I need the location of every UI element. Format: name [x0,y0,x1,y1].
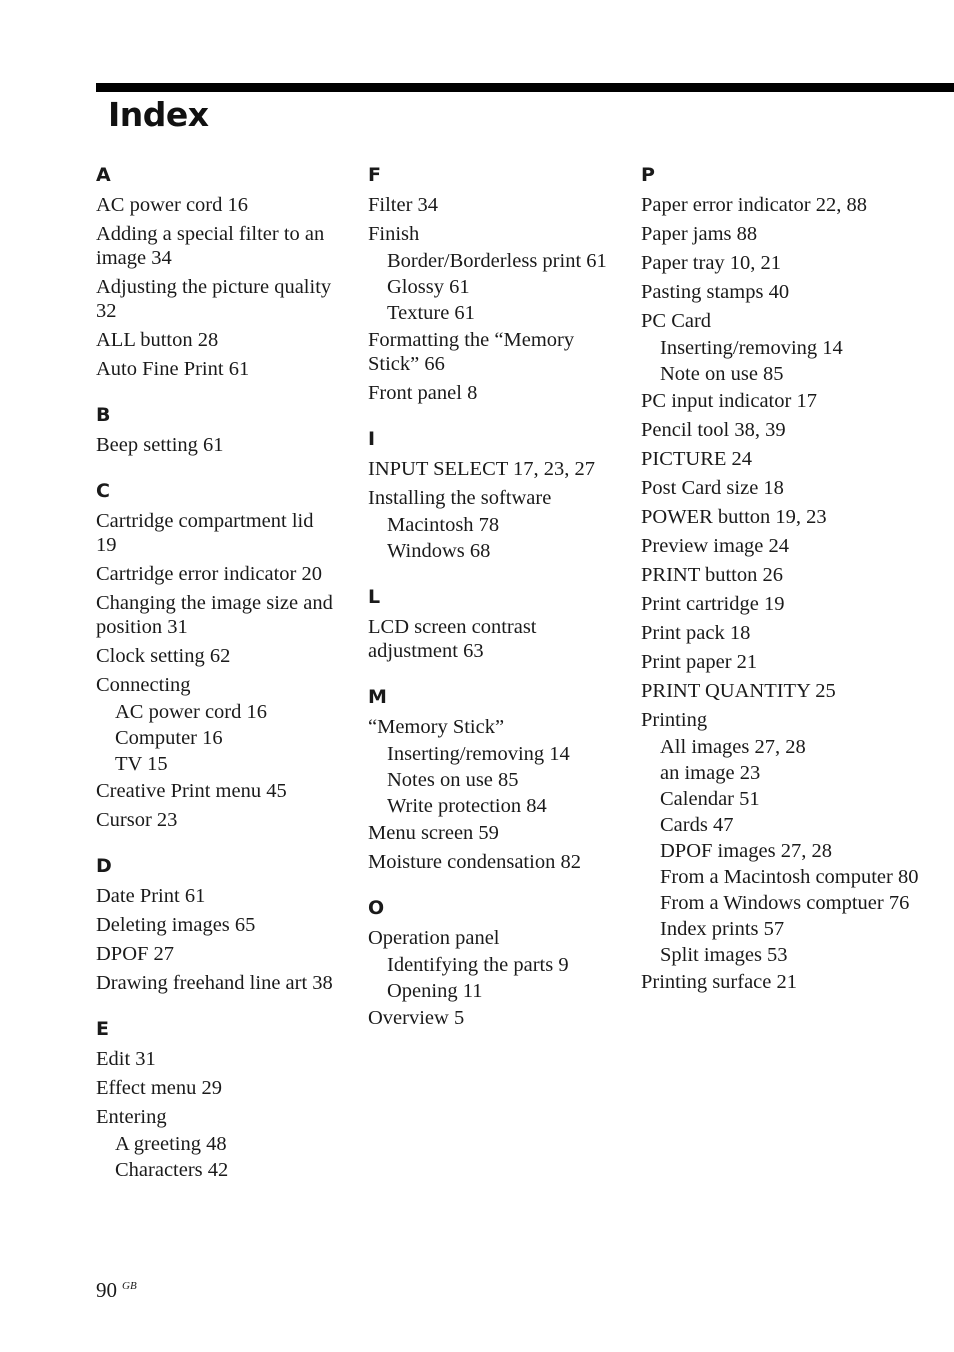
index-subentry: TV 15 [115,753,168,775]
index-entry: LCD screen contrast adjustment 63 [368,616,537,662]
section-letter: F [368,164,381,186]
index-column-1 [96,163,336,1204]
index-subentries [660,735,941,967]
index-subentry: A greeting 48 [115,1133,227,1155]
section-letter: A [96,164,111,186]
index-subentry: Write protection 84 [387,795,547,817]
index-entry: Installing the software [368,487,552,509]
index-entry: POWER button 19, 23 [641,506,827,528]
index-subentries [387,249,618,325]
index-entry: Print cartridge 19 [641,593,785,615]
index-entry: Filter 34 [368,194,439,216]
index-entry: Post Card size 18 [641,477,784,499]
index-subentry: Notes on use 85 [387,769,519,791]
index-entry: Auto Fine Print 61 [96,358,250,380]
index-entry: Pencil tool 38, 39 [641,419,786,441]
index-subentries [660,336,941,386]
index-entry: Entering [96,1106,167,1128]
index-subentry: DPOF images 27, 28 [660,840,832,862]
section-letter: B [96,404,111,426]
section-letter: M [368,686,387,708]
index-entry: DPOF 27 [96,943,175,965]
index-entry: AC power cord 16 [96,194,249,216]
index-column-3 [641,163,941,1016]
index-section-p [641,163,941,994]
index-section-o [368,896,618,1030]
index-entry: Print paper 21 [641,651,758,673]
index-subentry: All images 27, 28 [660,736,806,758]
index-subentry: Texture 61 [387,302,475,324]
index-section-d [96,854,336,995]
index-subentries [387,953,618,1003]
index-entry: Overview 5 [368,1007,465,1029]
index-entry: Adjusting the picture quality 32 [96,276,332,322]
index-entry: Print pack 18 [641,622,751,644]
index-entry: PRINT button 26 [641,564,783,586]
index-entry: PC input indicator 17 [641,390,817,412]
index-subentry: Macintosh 78 [387,514,500,536]
index-entry: Formatting the “Memory Stick” 66 [368,329,575,375]
index-subentry: Opening 11 [387,980,483,1002]
section-letter: O [368,897,385,919]
index-section-c [96,479,336,832]
index-subentries [387,742,618,818]
index-entry: PC Card [641,310,712,332]
index-subentry: Inserting/removing 14 [660,337,843,359]
index-section-l [368,585,618,663]
index-entry: Connecting [96,674,191,696]
index-entry: PICTURE 24 [641,448,753,470]
index-subentries [115,1132,336,1182]
page-title: Index [108,95,209,134]
index-section-i [368,427,618,563]
index-entry: Pasting stamps 40 [641,281,790,303]
index-section-b [96,403,336,457]
section-letter: L [368,586,381,608]
index-entry: Beep setting 61 [96,434,224,456]
section-letter: C [96,480,110,502]
index-subentry: Split images 53 [660,944,788,966]
title-rule [96,83,954,92]
index-subentry: Cards 47 [660,814,734,836]
index-entry: Printing [641,709,708,731]
index-entry: Front panel 8 [368,382,478,404]
index-subentry: Glossy 61 [387,276,470,298]
index-column-2 [368,163,618,1052]
index-subentries [115,700,336,776]
index-entry: ALL button 28 [96,329,219,351]
index-entry: PRINT QUANTITY 25 [641,680,836,702]
index-entry: Cartridge compartment lid 19 [96,510,314,556]
index-entry: Effect menu 29 [96,1077,222,1099]
section-letter: I [368,428,376,450]
page-footer [96,1278,137,1303]
index-entry: Moisture condensation 82 [368,851,581,873]
index-subentry: AC power cord 16 [115,701,268,723]
index-section-a [96,163,336,381]
index-entry: Preview image 24 [641,535,790,557]
index-subentry: an image 23 [660,762,761,784]
index-subentry: From a Windows comptuer 76 [660,892,910,914]
index-entry: Adding a special filter to an image 34 [96,223,325,269]
index-entry: Paper error indicator 22, 88 [641,194,867,216]
section-letter: P [641,164,655,186]
index-subentry: Inserting/removing 14 [387,743,570,765]
index-subentry: From a Macintosh computer 80 [660,866,919,888]
index-entry: Operation panel [368,927,500,949]
page-suffix: GB [122,1280,137,1292]
index-entry: Printing surface 21 [641,971,797,993]
index-entry: Paper jams 88 [641,223,758,245]
index-subentry: Identifying the parts 9 [387,954,569,976]
index-subentry: Characters 42 [115,1159,229,1181]
index-entry: Creative Print menu 45 [96,780,287,802]
index-entry: INPUT SELECT 17, 23, 27 [368,458,596,480]
index-entry: Changing the image size and position 31 [96,592,333,638]
index-entry: Cursor 23 [96,809,178,831]
index-entry: Edit 31 [96,1048,156,1070]
index-subentry: Note on use 85 [660,363,784,385]
section-letter: D [96,855,112,877]
index-entry: Finish [368,223,420,245]
index-subentry: Index prints 57 [660,918,785,940]
section-letter: E [96,1018,109,1040]
index-entry: Deleting images 65 [96,914,256,936]
index-section-f [368,163,618,405]
index-entry: Clock setting 62 [96,645,231,667]
index-subentries [387,513,618,563]
index-entry: Drawing freehand line art 38 [96,972,333,994]
index-subentry: Border/Borderless print 61 [387,250,607,272]
page-number: 90 [96,1278,117,1302]
index-entry: Cartridge error indicator 20 [96,563,322,585]
index-subentry: Calendar 51 [660,788,760,810]
index-section-e [96,1017,336,1182]
index-section-m [368,685,618,874]
index-entry: “Memory Stick” [368,716,505,738]
index-entry: Paper tray 10, 21 [641,252,782,274]
index-entry: Menu screen 59 [368,822,499,844]
index-subentry: Computer 16 [115,727,223,749]
index-entry: Date Print 61 [96,885,206,907]
index-subentry: Windows 68 [387,540,491,562]
